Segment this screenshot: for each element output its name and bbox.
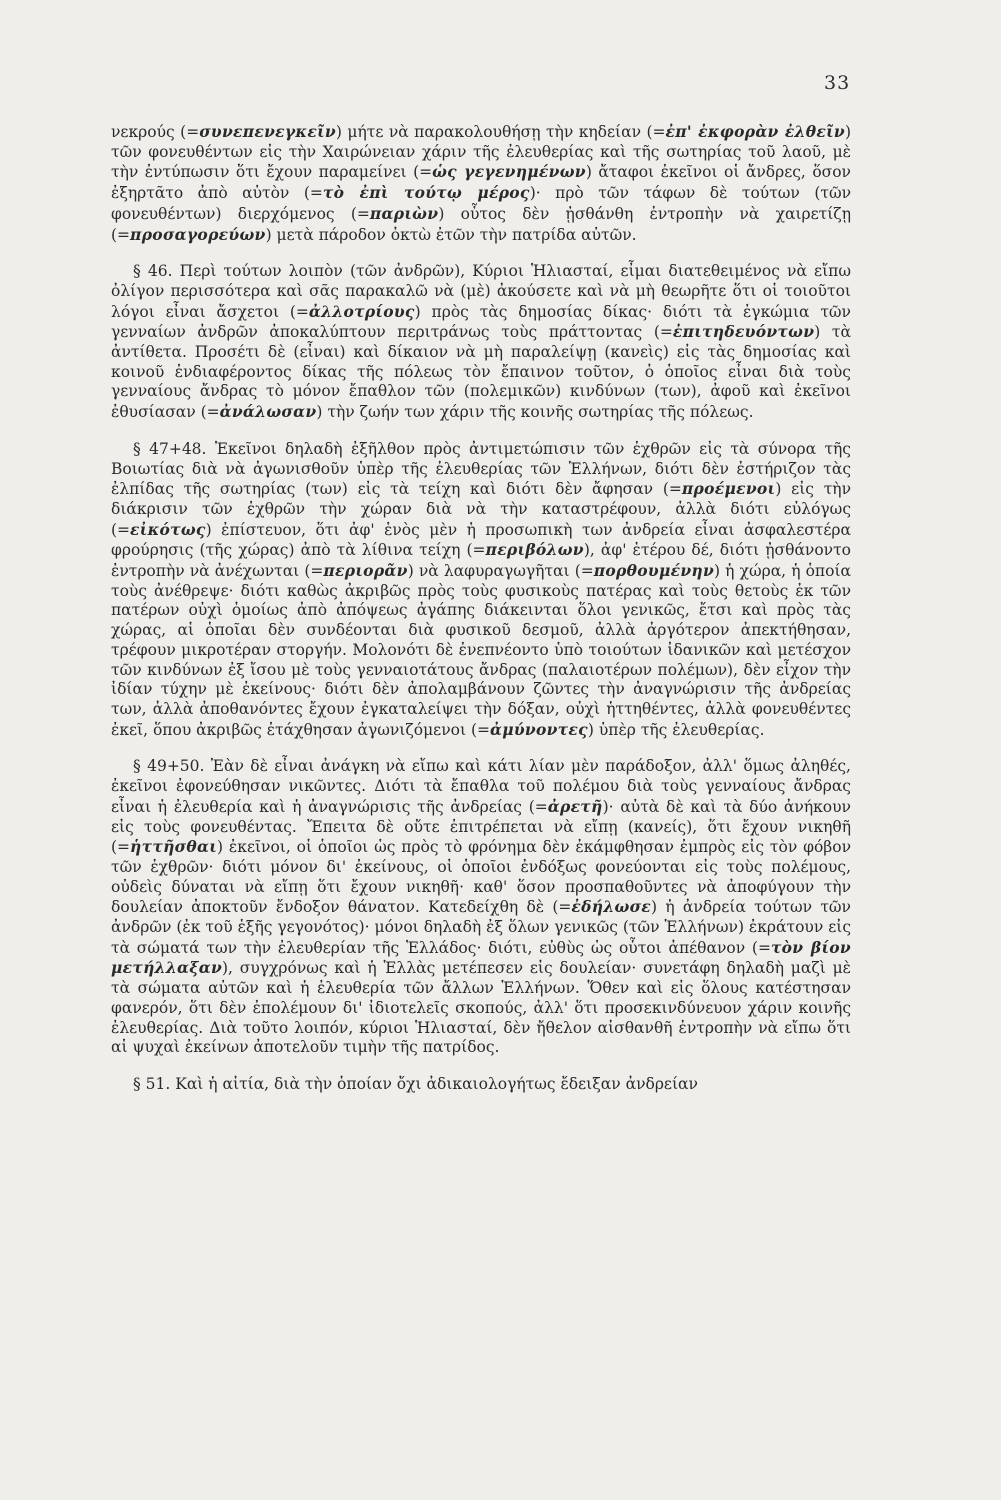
gloss-term: ἀρετῆ — [547, 796, 603, 816]
paragraph-section-46 — [111, 262, 851, 423]
gloss-term: περιβόλων — [485, 540, 584, 560]
text-run: ) τῶν φονευθέντων εἰς τὴν Χαιρώνειαν χάριν τῆς ἐλευθερίας καὶ τῆς σωτηρίας τοῦ λαοῦ, μὲ τὴν ἐντύπωσιν ὅτι ἔχουν παραμείνει (= — [111, 123, 852, 182]
paragraph-section-47-48 — [111, 440, 851, 741]
paragraph-intro — [111, 122, 851, 245]
gloss-term: ἐδήλωσε — [571, 897, 652, 917]
gloss-term: περιορᾶν — [323, 561, 408, 581]
text-run: ) νὰ λαφυραγωγῆται (= — [407, 562, 594, 581]
text-run: ) τὴν ζωήν των χάριν τῆς κοινῆς σωτηρίας τῆς πόλεως. — [316, 403, 754, 422]
gloss-term: τὸ ἐπὶ τούτῳ μέρος — [322, 183, 530, 203]
gloss-term: εἰκότως — [130, 519, 206, 539]
gloss-term: ἡττῆσθαι — [130, 837, 218, 857]
text-run: ) εἰς τὴν διάκρισιν τῶν ἐχθρῶν τὴν χώραν διὰ νὰ τὴν καταστρέφουν, ἀλλὰ διότι εὐλόγως (= — [111, 480, 851, 539]
text-run: § 49+50. Ἐὰν δὲ εἶναι ἀνάγκη νὰ εἴπω καὶ κάτι λίαν μὲν παράδοξον, ἀλλ' ὅμως ἀληθές, ἐκεῖνοι ἐφονεύθησαν νικῶντες. Διότι τὰ ἔπαθλα τοῦ πολέμου διὰ τοὺς γενναίους ἄνδρας εἶναι ἡ ἐλευθερία καὶ ἡ ἀναγνώρισις τῆς ἀνδρείας (= — [111, 757, 851, 816]
text-run: ) ἡ ἀνδρεία τούτων τῶν ἀνδρῶν (ἐκ τοῦ ἑξῆς γεγονότος)· μόνοι δηλαδὴ ἐξ ὅλων γενικῶς (τῶν Ἑλλήνων) ἐκράτουν εἰς τὰ σώματά των τὴν ἐλευθερίαν τῆς Ἑλλάδος· διότι, εὐθὺς ὡς οὗτοι ἀπέθανον (= — [111, 898, 851, 957]
text-run: ) ὑπὲρ τῆς ἐλευθερίας. — [587, 720, 765, 739]
text-run: ), ἀφ' ἑτέρου δέ, διότι ᾐσθάνοντο ἐντροπὴν νὰ ἀνέχωνται (= — [111, 541, 851, 581]
text-run: νεκρούς (= — [111, 123, 200, 141]
text-run: ) τὰ ἀντίθετα. Προσέτι δὲ (εἶναι) καὶ δίκαιον νὰ μὴ παραλείψῃ (κανεὶς) εἰς τὰς δημοσίας καὶ κοινοῦ ἐνδιαφέροντος δίκας τῆς πόλεως τὸν ἔπαινον τοῦτον, ὁ ὁποῖος εἶναι διὰ τοὺς γενναίους ἄνδρας τὸ μόνον ἔπαθλον τῶν (πολεμικῶν) κινδύνων (των), ἀφοῦ καὶ ἐκεῖνοι ἐθυσίασαν (= — [111, 323, 851, 422]
text-run: ) πρὸς τὰς δημοσίας δίκας· διότι τὰ ἐγκώμια τῶν γενναίων ἀνδρῶν ἀποκαλύπτουν περιτράνως τοὺς πράττοντας (= — [111, 302, 851, 342]
gloss-term: συνεπενεγκεῖν — [199, 122, 336, 141]
gloss-term: ἐπιτηδευόντων — [672, 322, 815, 342]
text-run: )· πρὸ τῶν τάφων δὲ τούτων (τῶν φονευθέντων) διερχόμενος (= — [111, 184, 852, 223]
gloss-term: πορθουμένην — [593, 561, 715, 581]
gloss-term: ἀλλοτρίους — [308, 301, 415, 321]
text-run: § 51. Καὶ ἡ αἰτία, διὰ τὴν ὁποίαν ὄχι ἀδικαιολογήτως ἔδειξαν ἀνδρείαν — [133, 1074, 698, 1093]
gloss-term: προσαγορεύων — [130, 224, 266, 244]
text-run: ) οὗτος δὲν ᾐσθάνθη ἐντροπὴν νὰ χαιρετίζῃ (= — [111, 204, 851, 244]
text-run: ) ἄταφοι ἐκεῖνοι οἱ ἄνδρες, ὅσον ἐξηρτᾶτο ἀπὸ αὐτὸν (= — [111, 163, 851, 203]
text-run: )· αὐτὰ δὲ καὶ τὰ δύο ἀνήκουν εἰς τοὺς φονευθέντας. Ἔπειτα δὲ οὔτε ἐπιτρέπεται νὰ εἴπῃ (κανείς), ὅτι ἔχουν νικηθῆ (= — [111, 797, 851, 857]
paragraph-section-51 — [111, 1075, 851, 1095]
gloss-term: τὸν βίον μετήλλαξαν — [111, 937, 851, 978]
text-run: ) ἐκεῖνοι, οἱ ὁποῖοι ὡς πρὸς τὸ φρόνημα δὲν ἐκάμφθησαν ἐμπρὸς εἰς τὸν φόβον τῶν ἐχθρῶν· διότι μόνον δι' ἐκείνους, οἱ ὁποῖοι ἐνδόξως φονεύονται εἰς τοὺς πολέμους, οὐδεὶς δύναται νὰ εἴπῃ ὅτι ἔχουν νικηθῆ· καθ' ὅσον προσπαθοῦντες νὰ ἀποφύγουν τὴν δουλείαν ἀποκτοῦν ἔνδοξον θάνατον. Κατεδείχθη δὲ (= — [111, 838, 851, 917]
text-run: ) μετὰ πάροδον ὀκτὼ ἐτῶν τὴν πατρίδα αὐτῶν. — [265, 225, 637, 244]
gloss-term: ὡς γεγενημένων — [432, 162, 586, 182]
text-run: ) μήτε νὰ παρακολουθήσῃ τὴν κηδείαν (= — [335, 123, 666, 141]
text-run: ) ἡ χώρα, ἡ ὁποία τοὺς ἀνέθρεψε· διότι καθὼς ἀκριβῶς πρὸς τοὺς φυσικοὺς πατέρας καὶ τοὺς θετοὺς ἐκ τῶν πατέρων οὐχὶ ὁμοίως ἀπὸ ἀπόψεως ἀγάπης διάκεινται ὅλοι γενικῶς, ἔτσι καὶ πρὸς τὰς χώρας, αἱ ὁποῖαι δὲν συνδέονται διὰ φυσικοῦ δεσμοῦ, ἀλλὰ ἀργότερον ἀπεκτήθησαν, τρέφουν μικροτέραν στοργήν. Μολονότι δὲ ἐνεπνέοντο ὑπὸ τοιούτων ἰδανικῶν καὶ μετέσχον τῶν κινδύνων ἐξ ἴσου μὲ τοὺς γενναιοτάτους ἄνδρας (παλαιοτέρων πολέμων), δὲν εἶχον τὴν ἰδίαν τύχην μὲ ἐκείνους· διότι δὲν ἀπολαμβάνουν ζῶντες τὴν ἀναγνώρισιν τῆς ἀνδρείας των, ἀλλὰ ἀποθανόντες ἔχουν ἐγκαταλείψει τὴν δόξαν, οὐχὶ ἡττηθέντες, ἀλλὰ φονευθέντες ἐκεῖ, ὅπου ἀκριβῶς ἐτάχθησαν ἀγωνιζόμενοι (= — [111, 562, 851, 739]
text-run: ), συγχρόνως καὶ ἡ Ἑλλὰς μετέπεσεν εἰς δουλείαν· συνετάφη δηλαδὴ μαζὶ μὲ τὰ σώματα αὐτῶν καὶ ἡ ἐλευθερία τῶν ἄλλων Ἑλλήνων. Ὅθεν καὶ εἰς ὅλους κατέστησαν φανερόν, ὅτι δὲν ἐπολέμουν δι' ἰδιοτελεῖς σκοπούς, ἀλλ' ὅτι προσεκινδύνευον χάριν κοινῆς ἐλευθερίας. Διὰ τοῦτο λοιπόν, κύριοι Ἡλιασταί, δὲν ἤθελον αἰσθανθῆ ἐντροπὴν νὰ εἴπω ὅτι αἱ ψυχαὶ ἐκείνων ἀποτελοῦν τιμὴν τῆς πατρίδος. — [111, 959, 851, 1057]
page-number: 33 — [824, 72, 851, 94]
paragraph-section-49-50 — [111, 757, 851, 1058]
gloss-term: ἐπ' ἐκφορὰν ἐλθεῖν — [665, 122, 845, 141]
gloss-term: ἀνάλωσαν — [219, 402, 317, 422]
text-run: ) ἐπίστευον, ὅτι ἀφ' ἑνὸς μὲν ἡ προσωπικὴ των ἀνδρεία εἶναι ἀσφαλεστέρα φρούρησις (τῆς χώρας) ἀπὸ τὰ λίθινα τείχη (= — [111, 520, 851, 560]
page-text — [111, 122, 851, 1095]
gloss-term: προέμενοι — [681, 479, 776, 499]
gloss-term: ἀμύνοντες — [490, 719, 588, 739]
text-run: § 47+48. Ἐκεῖνοι δηλαδὴ ἐξῆλθον πρὸς ἀντιμετώπισιν τῶν ἐχθρῶν εἰς τὰ σύνορα τῆς Βοιωτίας διὰ νὰ ἀγωνισθοῦν ὑπὲρ τῆς ἐλευθερίας τῶν Ἑλλήνων, διότι δὲν ἐστήριζον τὰς ἐλπίδας τῆς σωτηρίας (των) εἰς τὰ τείχη καὶ διότι δὲν ἄφησαν (= — [111, 439, 851, 499]
gloss-term: παριὼν — [369, 203, 439, 223]
text-run: § 46. Περὶ τούτων λοιπὸν (τῶν ἀνδρῶν), Κύριοι Ἡλιασταί, εἶμαι διατεθειμένος νὰ εἴπω ὀλίγον περισσότερα καὶ σᾶς παρακαλῶ νὰ (μὲ) ἀκούσετε καὶ νὰ μὴ θεωρῆτε ὅτι οἱ τοιοῦτοι λόγοι εἶναι ἄσχετοι (= — [111, 262, 851, 321]
